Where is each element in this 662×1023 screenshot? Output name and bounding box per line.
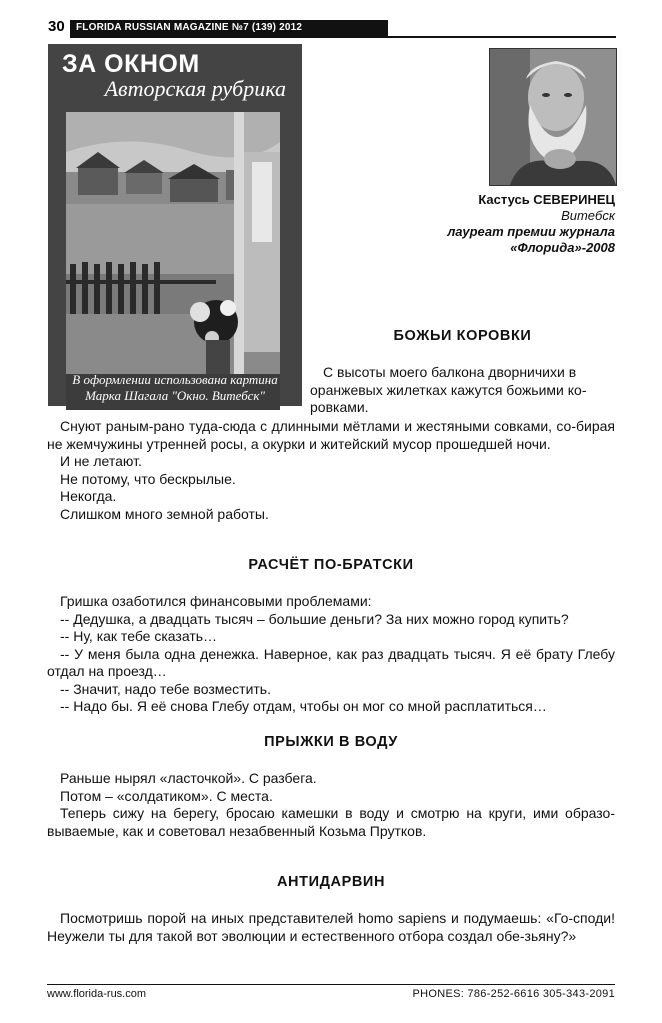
paragraph: Теперь сижу на берегу, бросаю камешки в воду и смотрю на круги, ими образо-вываемые, как и советовал незабвенный Козьма Прутков.	[47, 805, 615, 839]
column-cover-illustration	[48, 44, 302, 406]
column-title: ЗА ОКНОМ	[62, 50, 200, 78]
author-portrait	[489, 48, 617, 186]
paragraph: -- Надо бы. Я её снова Глебу отдам, чтобы он мог со мной расплатиться…	[60, 698, 547, 714]
page-header	[48, 18, 616, 38]
author-info	[415, 192, 615, 256]
paragraph: -- Ну, как тебе сказать…	[60, 628, 218, 644]
author-award-line-2: «Флорида»-2008	[510, 240, 615, 255]
paragraph: -- Значит, надо тебе возместить.	[60, 680, 271, 697]
text-line: оранжевых жилетках кажутся божьими ко-	[310, 381, 587, 398]
author-city: Витебск	[561, 208, 615, 223]
header-rule	[70, 36, 616, 38]
footer-website: www.florida-rus.com	[47, 988, 147, 1000]
painting-caption	[52, 372, 298, 404]
paragraph: Не потому, что бескрылые.	[60, 470, 236, 487]
page-number: 30	[48, 18, 72, 36]
section-title-antidarvin: АНТИДАРВИН	[276, 874, 386, 890]
section-title-bozhi-korovki: БОЖЬИ КОРОВКИ	[393, 328, 532, 344]
section-1-intro	[310, 364, 615, 417]
section-title-raschet-po-bratski: РАСЧЁТ ПО-БРАТСКИ	[248, 557, 414, 573]
caption-line-1: В оформлении использована картина	[72, 372, 278, 387]
paragraph: Некогда.	[60, 488, 117, 504]
text-line: С высоты моего балкона дворничихи в	[323, 364, 577, 380]
footer-phones: PHONES: 786-252-6616 305-343-2091	[412, 988, 615, 1000]
section-1-body	[47, 418, 615, 523]
paragraph: Гришка озаботился финансовыми проблемами:	[60, 593, 372, 609]
author-name: Кастусь СЕВЕРИНЕЦ	[478, 192, 615, 207]
paragraph: Раньше нырял «ласточкой». С разбега.	[60, 770, 317, 786]
paragraph: -- Дедушка, а двадцать тысяч – большие деньги? За них можно город купить?	[60, 610, 569, 627]
section-3-body	[47, 770, 615, 840]
section-2-body	[47, 593, 615, 716]
paragraph: Слишком много земной работы.	[60, 505, 269, 522]
footer-rule	[47, 984, 615, 985]
paragraph: Потом – «солдатиком». С места.	[60, 787, 273, 804]
column-subtitle: Авторская рубрика	[104, 76, 286, 101]
section-4-body	[47, 910, 615, 945]
author-award-line-1: лауреат премии журнала	[447, 224, 615, 239]
caption-line-2: Марка Шагала "Окно. Витебск"	[85, 388, 265, 403]
text-line: ровками.	[310, 399, 369, 415]
chagall-painting-image	[66, 112, 280, 410]
paragraph: Посмотришь порой на иных представителей homo sapiens и подумаешь: «Го-споди! Неужели ты для такой вот эволюции и естественного отбора создал обе-зьяну?»	[47, 910, 615, 944]
paragraph: И не летают.	[60, 453, 142, 469]
magazine-title-bar: FLORIDA RUSSIAN MAGAZINE №7 (139) 2012	[70, 20, 388, 36]
paragraph: Снуют раным-рано туда-сюда с длинными мётлами и жестяными совками, со-бирая не жемчужины утренней росы, а окурки и житейский мусор прошедшей ночи.	[47, 418, 615, 452]
paragraph: -- У меня была одна денежка. Наверное, как раз двадцать тысяч. Я её брату Глебу отдал на проезд…	[47, 645, 615, 679]
section-title-pryzhki-v-vodu: ПРЫЖКИ В ВОДУ	[264, 734, 398, 750]
